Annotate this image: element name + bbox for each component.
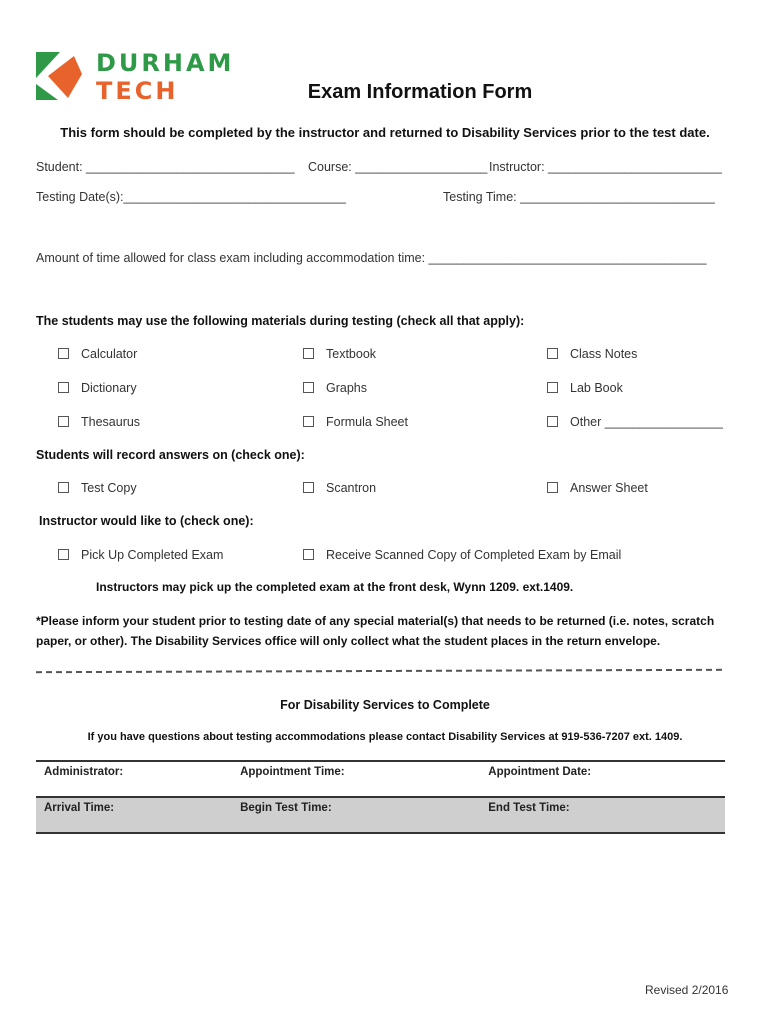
option-test-copy[interactable] <box>58 481 137 495</box>
option-label: Other _________________ <box>570 415 723 429</box>
option-label: Dictionary <box>81 381 137 395</box>
checkbox-icon[interactable] <box>58 348 69 359</box>
option-label: Receive Scanned Copy of Completed Exam by Email <box>326 548 622 562</box>
appointment-date-cell[interactable]: Appointment Date: <box>480 761 725 797</box>
testing-dates-field[interactable]: Testing Date(s):________________________________ <box>36 190 346 204</box>
option-scantron[interactable] <box>303 481 376 495</box>
ds-heading: For Disability Services to Complete <box>280 698 490 712</box>
checkbox-icon[interactable] <box>58 382 69 393</box>
cut-line-divider <box>36 669 722 673</box>
ds-contact: If you have questions about testing accommodations please contact Disability Services at 919-536-7207 ext. 1409. <box>87 731 683 743</box>
option-pick-up[interactable] <box>58 548 223 562</box>
inform-note-line1: *Please inform your student prior to testing date of any special material(s) that needs to be returned (i.e. notes, scratch <box>36 614 715 628</box>
table-row <box>36 797 725 833</box>
checkbox-icon[interactable] <box>303 416 314 427</box>
checkbox-icon[interactable] <box>58 416 69 427</box>
instructor-field[interactable]: Instructor: _________________________ <box>489 160 722 174</box>
checkbox-icon[interactable] <box>58 482 69 493</box>
option-graphs[interactable] <box>303 381 367 395</box>
option-label: Answer Sheet <box>570 481 648 495</box>
intro-text: This form should be completed by the instructor and returned to Disability Services prior to the test date. <box>60 125 710 140</box>
logo-word-durham: DURHAM <box>96 49 235 77</box>
option-label: Test Copy <box>81 481 137 495</box>
page-title: Exam Information Form <box>307 81 533 103</box>
option-label: Thesaurus <box>81 415 141 429</box>
option-scanned-copy[interactable] <box>303 548 621 562</box>
arrival-time-cell[interactable]: Arrival Time: <box>36 797 232 833</box>
checkbox-icon[interactable] <box>303 348 314 359</box>
option-thesaurus[interactable] <box>58 415 140 429</box>
option-label: Class Notes <box>570 347 638 361</box>
option-lab-book[interactable] <box>547 381 623 395</box>
begin-test-time-cell[interactable]: Begin Test Time: <box>232 797 480 833</box>
testing-time-field[interactable]: Testing Time: ____________________________ <box>443 190 715 204</box>
checkbox-icon[interactable] <box>303 482 314 493</box>
option-label: Formula Sheet <box>326 415 408 429</box>
checkbox-icon[interactable] <box>547 382 558 393</box>
checkbox-icon[interactable] <box>58 549 69 560</box>
inform-note-line2: paper, or other). The Disability Services office will only collect what the student places in the return envelope. <box>36 634 661 648</box>
option-answer-sheet[interactable] <box>547 481 648 495</box>
end-test-time-cell[interactable]: End Test Time: <box>480 797 725 833</box>
revised-date: Revised 2/2016 <box>645 983 729 997</box>
answers-heading: Students will record answers on (check one): <box>36 448 305 462</box>
instructor-pref-heading: Instructor would like to (check one): <box>39 514 254 528</box>
logo-word-tech: TECH <box>96 77 179 105</box>
option-class-notes[interactable] <box>547 347 637 361</box>
checkbox-icon[interactable] <box>303 382 314 393</box>
option-label: Textbook <box>326 347 377 361</box>
course-field[interactable]: Course: ___________________ <box>308 160 488 174</box>
materials-heading: The students may use the following materials during testing (check all that apply): <box>36 314 525 328</box>
student-field[interactable]: Student: ______________________________ <box>36 160 295 174</box>
option-label: Scantron <box>326 481 377 495</box>
checkbox-icon[interactable] <box>303 549 314 560</box>
option-label: Calculator <box>81 347 138 361</box>
checkbox-icon[interactable] <box>547 348 558 359</box>
option-dictionary[interactable] <box>58 381 137 395</box>
ds-table <box>36 760 725 834</box>
option-label: Pick Up Completed Exam <box>81 548 224 562</box>
option-label: Lab Book <box>570 381 623 395</box>
table-row <box>36 761 725 797</box>
appointment-time-cell[interactable]: Appointment Time: <box>232 761 480 797</box>
option-formula-sheet[interactable] <box>303 415 408 429</box>
administrator-cell[interactable]: Administrator: <box>36 761 232 797</box>
option-textbook[interactable] <box>303 347 376 361</box>
pickup-note: Instructors may pick up the completed exam at the front desk, Wynn 1209. ext.1409. <box>96 580 574 594</box>
checkbox-icon[interactable] <box>547 416 558 427</box>
option-label: Graphs <box>326 381 367 395</box>
checkbox-icon[interactable] <box>547 482 558 493</box>
option-other[interactable] <box>547 415 723 429</box>
option-calculator[interactable] <box>58 347 137 361</box>
time-allowed-field[interactable]: Amount of time allowed for class exam including accommodation time: ________________________________________ <box>36 251 707 265</box>
